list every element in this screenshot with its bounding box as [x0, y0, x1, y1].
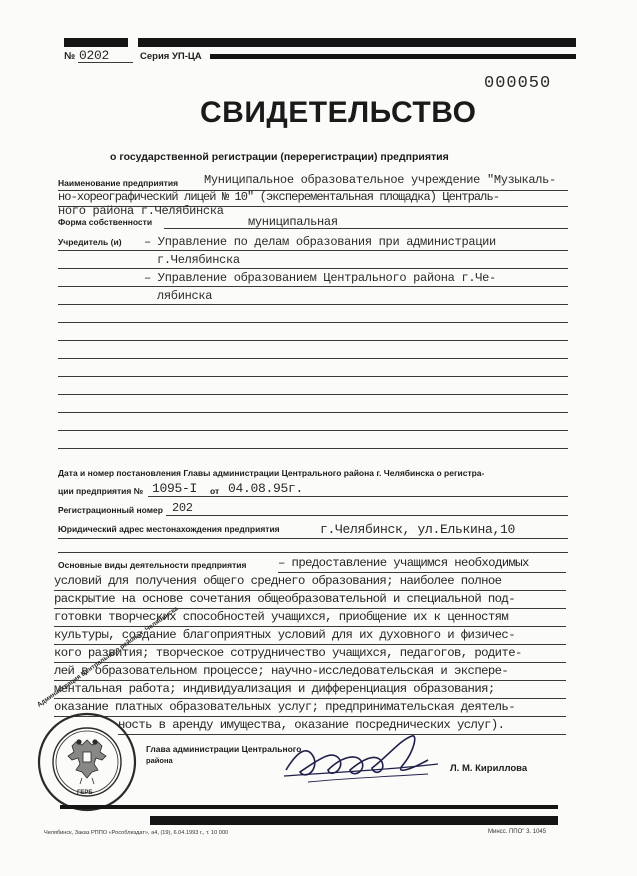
blank-rule	[58, 448, 568, 449]
founder-line-1: – Управление по делам образования при администрации	[144, 235, 496, 249]
official-seal	[24, 712, 150, 816]
ownership-rule	[164, 228, 568, 229]
founder-line-4: лябинска	[157, 289, 213, 303]
blank-rule	[58, 358, 568, 359]
activities-line: – предоставление учащимся необходимых	[278, 556, 529, 570]
founder-line-2: г.Челябинска	[157, 253, 240, 267]
activities-label: Основные виды деятельности предприятия	[58, 560, 247, 570]
activities-line: лей в образовательном процессе; научно-исследовательская и экспере-	[54, 664, 509, 678]
activities-rule	[54, 626, 566, 627]
number-value: 0202	[79, 48, 110, 63]
number-label: №	[64, 51, 76, 62]
footer-imprint: Челябинск, Заказ РППО «Рособлиздат», а4, (19), 6.04.1993 г., т. 10 000	[44, 830, 229, 836]
founder-rule-3	[58, 286, 568, 287]
activities-rule	[54, 662, 566, 663]
series-label: Серия УП-ЦА	[140, 51, 202, 62]
address-value: г.Челябинск, ул.Елькина,10	[320, 522, 516, 537]
decree-label-1: Дата и номер постановления Главы администрации Центрального района г. Челябинска о регистра-	[58, 468, 485, 478]
activities-rule	[54, 680, 566, 681]
bottom-stripe-1	[60, 805, 558, 809]
name-label: Наименование предприятия	[58, 178, 179, 188]
decree-label-2: ции предприятия №	[58, 486, 144, 496]
blank-rule	[58, 304, 568, 305]
decree-number: 1095-I	[152, 481, 198, 496]
name-line-2: но-хореографический лицей № 10" (эксперементальная площадка) Централь-	[58, 190, 500, 204]
signature-position: Глава администрации Центрального	[146, 744, 302, 754]
top-stripe-3	[210, 54, 576, 59]
address-rule	[58, 538, 568, 539]
activities-line: ментальная работа; индивидуализация и дифференциация образования;	[54, 682, 495, 696]
blank-rule	[58, 376, 568, 377]
handwritten-signature	[278, 730, 448, 790]
top-stripe-2	[64, 38, 128, 47]
address-label: Юридический адрес местонахождения предприятия	[58, 524, 280, 534]
seal-ring-text: Администрация Центрального района г. Челябинска	[36, 605, 180, 709]
signature-position-2: района	[146, 756, 173, 765]
decree-rule	[148, 496, 568, 497]
founder-rule-2	[58, 268, 568, 269]
seal-center-text: ГЕРБ	[77, 790, 93, 796]
activities-line: раскрытие на основе сочетания общеобразовательной и специальной под-	[54, 592, 515, 606]
name-line-1: Муниципальное образовательное учреждение "Музыкаль-	[204, 173, 556, 187]
activities-line: готовки творческих способностей учащихся, приобщение их к ценностям	[54, 610, 509, 624]
address-rule-2	[58, 552, 568, 553]
blank-rule	[58, 340, 568, 341]
activities-line: кого развития; творческое сотрудничество учащихся, педагогов, родите-	[54, 646, 522, 660]
founder-line-3: – Управление образованием Центрального района г.Че-	[144, 271, 496, 285]
activities-rule	[54, 608, 566, 609]
founder-rule-1	[58, 250, 568, 251]
reg-number-rule	[166, 515, 568, 516]
blank-rule	[58, 430, 568, 431]
page-title: СВИДЕТЕЛЬСТВО	[200, 96, 477, 129]
ownership-label: Форма собственности	[58, 217, 153, 227]
activities-line: оказание платных образовательных услуг; предпринимательская деятель-	[54, 700, 515, 714]
decree-date: 04.08.95г.	[228, 481, 304, 496]
blank-rule	[58, 412, 568, 413]
page-subtitle: о государственной регистрации (перерегистрации) предприятия	[110, 151, 449, 163]
name-line-3: ного района г.Челябинска	[58, 204, 224, 218]
top-stripe-1	[138, 38, 576, 47]
signature-name: Л. М. Кириллова	[450, 763, 528, 774]
reg-number-value: 202	[172, 501, 193, 515]
bottom-stripe-2	[150, 816, 558, 825]
founder-label: Учредитель (и)	[58, 237, 122, 247]
footer-code: Минсс. ППО" 3. 1045	[488, 829, 547, 835]
activities-rule	[54, 698, 566, 699]
blank-rule	[58, 322, 568, 323]
activities-line: культуры, создание благоприятных условий для их духовного и физичес-	[54, 628, 515, 642]
decree-from-label: от	[210, 486, 220, 496]
activities-rule	[54, 590, 566, 591]
activities-line: условий для получения общего среднего образования; наиболее полное	[54, 574, 502, 588]
reg-number-label: Регистрационный номер	[58, 505, 163, 515]
blank-rule	[58, 394, 568, 395]
ownership-value: муниципальная	[248, 215, 338, 229]
serial-number: 000050	[484, 74, 552, 93]
number-underline	[78, 62, 133, 63]
activities-line: ность в аренду имущества, оказание посреднических услуг).	[118, 718, 505, 732]
activities-rule	[278, 572, 566, 573]
